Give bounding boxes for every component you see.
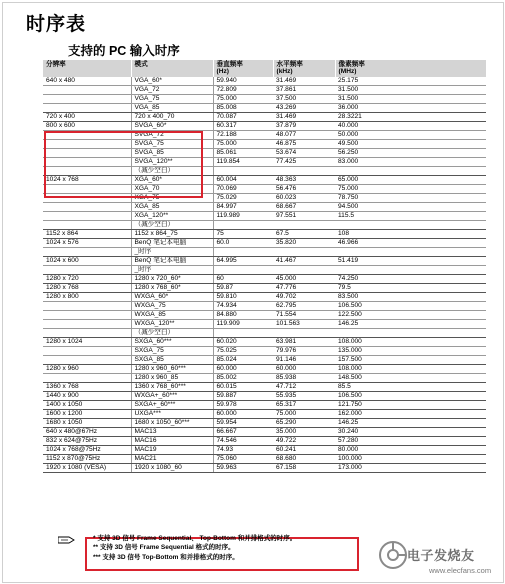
cell-pixel-frequency: 75.000 bbox=[335, 185, 486, 194]
cell-pixel-frequency: 78.750 bbox=[335, 194, 486, 203]
cell-horizontal-frequency: 48.363 bbox=[273, 176, 335, 185]
cell-vertical-frequency: 74.934 bbox=[213, 302, 273, 311]
cell-horizontal-frequency: 53.674 bbox=[273, 149, 335, 158]
header-vertical-frequency: 垂直频率 (Hz) bbox=[213, 60, 273, 77]
cell-pixel-frequency bbox=[335, 266, 486, 275]
cell-mode: MAC16 bbox=[131, 437, 213, 446]
cell-resolution: 1024 x 600 bbox=[43, 257, 131, 266]
cell-vertical-frequency bbox=[213, 248, 273, 257]
cell-vertical-frequency: 85.061 bbox=[213, 149, 273, 158]
cell-pixel-frequency: 106.500 bbox=[335, 392, 486, 401]
cell-mode: _时序 bbox=[131, 248, 213, 257]
cell-resolution: 1280 x 720 bbox=[43, 275, 131, 284]
cell-horizontal-frequency: 31.469 bbox=[273, 113, 335, 122]
table-header-row bbox=[43, 60, 486, 77]
cell-mode: XGA_120** bbox=[131, 212, 213, 221]
cell-mode: MAC13 bbox=[131, 428, 213, 437]
cell-vertical-frequency: 59.810 bbox=[213, 293, 273, 302]
cell-mode: 1680 x 1050_60*** bbox=[131, 419, 213, 428]
table-row bbox=[43, 365, 486, 374]
cell-horizontal-frequency: 91.146 bbox=[273, 356, 335, 365]
table-row bbox=[43, 347, 486, 356]
cell-mode: XGA_75 bbox=[131, 194, 213, 203]
cell-mode: （减少空白） bbox=[131, 167, 213, 176]
cell-vertical-frequency: 75.000 bbox=[213, 140, 273, 149]
table-row bbox=[43, 320, 486, 329]
section-subtitle: 支持的 PC 输入时序 bbox=[68, 44, 180, 58]
cell-mode: VGA_75 bbox=[131, 95, 213, 104]
cell-vertical-frequency: 59.887 bbox=[213, 392, 273, 401]
table-row bbox=[43, 257, 486, 266]
table-row bbox=[43, 239, 486, 248]
table-row bbox=[43, 275, 486, 284]
cell-resolution bbox=[43, 347, 131, 356]
cell-vertical-frequency: 72.188 bbox=[213, 131, 273, 140]
cell-horizontal-frequency: 46.875 bbox=[273, 140, 335, 149]
cell-pixel-frequency: 115.5 bbox=[335, 212, 486, 221]
cell-resolution: 1280 x 1024 bbox=[43, 338, 131, 347]
cell-vertical-frequency: 85.008 bbox=[213, 104, 273, 113]
cell-pixel-frequency: 146.25 bbox=[335, 320, 486, 329]
table-row bbox=[43, 203, 486, 212]
cell-horizontal-frequency: 41.467 bbox=[273, 257, 335, 266]
cell-mode: BenQ 笔记本电脑 bbox=[131, 257, 213, 266]
cell-mode: 1280 x 720_60* bbox=[131, 275, 213, 284]
cell-pixel-frequency: 135.000 bbox=[335, 347, 486, 356]
header-mode: 模式 bbox=[131, 60, 213, 77]
table-row bbox=[43, 437, 486, 446]
cell-vertical-frequency: 70.069 bbox=[213, 185, 273, 194]
cell-horizontal-frequency: 43.269 bbox=[273, 104, 335, 113]
cell-vertical-frequency: 84.997 bbox=[213, 203, 273, 212]
cell-pixel-frequency: 83.500 bbox=[335, 293, 486, 302]
cell-resolution: 1600 x 1200 bbox=[43, 410, 131, 419]
table-row bbox=[43, 401, 486, 410]
cell-vertical-frequency: 60.015 bbox=[213, 383, 273, 392]
cell-pixel-frequency: 83.000 bbox=[335, 158, 486, 167]
cell-horizontal-frequency: 55.935 bbox=[273, 392, 335, 401]
cell-pixel-frequency bbox=[335, 329, 486, 338]
cell-vertical-frequency: 59.954 bbox=[213, 419, 273, 428]
cell-vertical-frequency: 84.880 bbox=[213, 311, 273, 320]
cell-vertical-frequency bbox=[213, 329, 273, 338]
cell-pixel-frequency: 31.500 bbox=[335, 95, 486, 104]
cell-mode: _时序 bbox=[131, 266, 213, 275]
cell-vertical-frequency: 59.87 bbox=[213, 284, 273, 293]
cell-pixel-frequency: 148.500 bbox=[335, 374, 486, 383]
table-row bbox=[43, 86, 486, 95]
table-row bbox=[43, 428, 486, 437]
cell-pixel-frequency: 173.000 bbox=[335, 464, 486, 473]
cell-pixel-frequency: 157.500 bbox=[335, 356, 486, 365]
cell-pixel-frequency bbox=[335, 248, 486, 257]
cell-resolution bbox=[43, 212, 131, 221]
cell-vertical-frequency: 74.93 bbox=[213, 446, 273, 455]
cell-pixel-frequency: 31.500 bbox=[335, 86, 486, 95]
cell-vertical-frequency: 60.000 bbox=[213, 365, 273, 374]
table-row bbox=[43, 338, 486, 347]
cell-mode: SVGA_60* bbox=[131, 122, 213, 131]
cell-horizontal-frequency: 49.702 bbox=[273, 293, 335, 302]
cell-vertical-frequency: 75 bbox=[213, 230, 273, 239]
cell-vertical-frequency: 60.020 bbox=[213, 338, 273, 347]
table-row bbox=[43, 284, 486, 293]
cell-vertical-frequency: 75.029 bbox=[213, 194, 273, 203]
cell-pixel-frequency: 80.000 bbox=[335, 446, 486, 455]
cell-horizontal-frequency: 60.241 bbox=[273, 446, 335, 455]
cell-mode: 1360 x 768_60*** bbox=[131, 383, 213, 392]
cell-pixel-frequency: 65.000 bbox=[335, 176, 486, 185]
cell-mode: SVGA_75 bbox=[131, 140, 213, 149]
cell-mode: VGA_85 bbox=[131, 104, 213, 113]
cell-vertical-frequency: 59.978 bbox=[213, 401, 273, 410]
cell-horizontal-frequency: 60.000 bbox=[273, 365, 335, 374]
cell-vertical-frequency: 60 bbox=[213, 275, 273, 284]
cell-resolution: 1400 x 1050 bbox=[43, 401, 131, 410]
cell-horizontal-frequency: 35.000 bbox=[273, 428, 335, 437]
cell-pixel-frequency: 36.000 bbox=[335, 104, 486, 113]
timing-table bbox=[43, 60, 487, 473]
cell-resolution: 640 x 480 bbox=[43, 77, 131, 86]
cell-horizontal-frequency: 101.563 bbox=[273, 320, 335, 329]
cell-mode: VGA_72 bbox=[131, 86, 213, 95]
cell-pixel-frequency: 108 bbox=[335, 230, 486, 239]
cell-pixel-frequency: 162.000 bbox=[335, 410, 486, 419]
cell-mode: 1280 x 960_85 bbox=[131, 374, 213, 383]
cell-horizontal-frequency: 62.795 bbox=[273, 302, 335, 311]
cell-resolution bbox=[43, 248, 131, 257]
cell-horizontal-frequency: 67.158 bbox=[273, 464, 335, 473]
cell-pixel-frequency bbox=[335, 167, 486, 176]
cell-resolution bbox=[43, 374, 131, 383]
cell-resolution bbox=[43, 266, 131, 275]
cell-mode: VGA_60* bbox=[131, 77, 213, 86]
cell-vertical-frequency: 74.546 bbox=[213, 437, 273, 446]
cell-resolution: 1152 x 864 bbox=[43, 230, 131, 239]
cell-vertical-frequency: 119.909 bbox=[213, 320, 273, 329]
cell-horizontal-frequency: 37.500 bbox=[273, 95, 335, 104]
header-pixel-frequency: 像素频率 (MHz) bbox=[335, 60, 486, 77]
cell-mode: MAC21 bbox=[131, 455, 213, 464]
cell-pixel-frequency: 40.000 bbox=[335, 122, 486, 131]
cell-mode: XGA_85 bbox=[131, 203, 213, 212]
cell-horizontal-frequency bbox=[273, 167, 335, 176]
cell-horizontal-frequency bbox=[273, 221, 335, 230]
footnote-2: ** 支持 3D 信号 Frame Sequential 格式的时序。 bbox=[93, 544, 235, 552]
table-row bbox=[43, 302, 486, 311]
cell-horizontal-frequency: 79.976 bbox=[273, 347, 335, 356]
table-row bbox=[43, 230, 486, 239]
table-row bbox=[43, 464, 486, 473]
cell-mode: WXGA_60* bbox=[131, 293, 213, 302]
watermark-url: www.elecfans.com bbox=[429, 566, 492, 575]
cell-resolution: 640 x 480@67Hz bbox=[43, 428, 131, 437]
cell-vertical-frequency: 60.317 bbox=[213, 122, 273, 131]
cell-pixel-frequency: 49.500 bbox=[335, 140, 486, 149]
cell-pixel-frequency: 46.966 bbox=[335, 239, 486, 248]
cell-vertical-frequency: 60.000 bbox=[213, 410, 273, 419]
table-row bbox=[43, 392, 486, 401]
cell-pixel-frequency: 85.5 bbox=[335, 383, 486, 392]
cell-horizontal-frequency: 47.712 bbox=[273, 383, 335, 392]
table-row bbox=[43, 113, 486, 122]
cell-vertical-frequency: 59.940 bbox=[213, 77, 273, 86]
cell-pixel-frequency: 100.000 bbox=[335, 455, 486, 464]
cell-mode: SXGA+_60*** bbox=[131, 401, 213, 410]
cell-horizontal-frequency: 49.722 bbox=[273, 437, 335, 446]
cell-mode: SXGA_75 bbox=[131, 347, 213, 356]
cell-resolution: 800 x 600 bbox=[43, 122, 131, 131]
highlight-box-svga bbox=[44, 131, 203, 198]
cell-resolution: 1280 x 960 bbox=[43, 365, 131, 374]
cell-resolution bbox=[43, 311, 131, 320]
cell-horizontal-frequency: 60.023 bbox=[273, 194, 335, 203]
cell-mode: （减少空白） bbox=[131, 221, 213, 230]
cell-resolution bbox=[43, 356, 131, 365]
cell-pixel-frequency: 146.25 bbox=[335, 419, 486, 428]
cell-mode: SVGA_85 bbox=[131, 149, 213, 158]
table-row bbox=[43, 77, 486, 86]
cell-pixel-frequency: 50.000 bbox=[335, 131, 486, 140]
cell-pixel-frequency: 25.175 bbox=[335, 77, 486, 86]
table-row bbox=[43, 104, 486, 113]
cell-vertical-frequency bbox=[213, 167, 273, 176]
cell-mode: SXGA_60*** bbox=[131, 338, 213, 347]
table-row bbox=[43, 329, 486, 338]
cell-horizontal-frequency: 77.425 bbox=[273, 158, 335, 167]
table-row bbox=[43, 248, 486, 257]
cell-resolution: 1024 x 768@75Hz bbox=[43, 446, 131, 455]
cell-pixel-frequency: 106.500 bbox=[335, 302, 486, 311]
cell-pixel-frequency: 30.240 bbox=[335, 428, 486, 437]
cell-resolution: 720 x 400 bbox=[43, 113, 131, 122]
cell-resolution: 1024 x 768 bbox=[43, 176, 131, 185]
cell-resolution: 1680 x 1050 bbox=[43, 419, 131, 428]
cell-mode: WXGA_120** bbox=[131, 320, 213, 329]
cell-pixel-frequency: 51.419 bbox=[335, 257, 486, 266]
cell-vertical-frequency: 119.989 bbox=[213, 212, 273, 221]
cell-vertical-frequency: 75.000 bbox=[213, 95, 273, 104]
cell-horizontal-frequency: 65.317 bbox=[273, 401, 335, 410]
cell-vertical-frequency: 85.024 bbox=[213, 356, 273, 365]
cell-resolution: 1440 x 900 bbox=[43, 392, 131, 401]
cell-horizontal-frequency bbox=[273, 248, 335, 257]
cell-horizontal-frequency: 71.554 bbox=[273, 311, 335, 320]
footnote-1: * 支持 3D 信号 Frame Sequential、 Top-Bottom 和并排格式的时序。 bbox=[93, 535, 297, 542]
table-row bbox=[43, 266, 486, 275]
cell-vertical-frequency: 75.060 bbox=[213, 455, 273, 464]
table-row bbox=[43, 293, 486, 302]
cell-vertical-frequency: 75.025 bbox=[213, 347, 273, 356]
cell-mode: 1280 x 960_60*** bbox=[131, 365, 213, 374]
cell-horizontal-frequency: 47.776 bbox=[273, 284, 335, 293]
footnote-3: *** 支持 3D 信号 Top-Bottom 和并排格式的时序。 bbox=[93, 553, 239, 561]
cell-pixel-frequency: 121.750 bbox=[335, 401, 486, 410]
cell-resolution bbox=[43, 203, 131, 212]
cell-resolution: 1280 x 768 bbox=[43, 284, 131, 293]
cell-mode: WXGA_85 bbox=[131, 311, 213, 320]
cell-resolution bbox=[43, 86, 131, 95]
cell-vertical-frequency bbox=[213, 266, 273, 275]
cell-horizontal-frequency: 97.551 bbox=[273, 212, 335, 221]
cell-pixel-frequency: 79.5 bbox=[335, 284, 486, 293]
cell-mode: SVGA_72 bbox=[131, 131, 213, 140]
cell-horizontal-frequency: 65.290 bbox=[273, 419, 335, 428]
cell-resolution bbox=[43, 221, 131, 230]
cell-vertical-frequency: 60.004 bbox=[213, 176, 273, 185]
table-row bbox=[43, 383, 486, 392]
cell-vertical-frequency: 70.087 bbox=[213, 113, 273, 122]
cell-horizontal-frequency: 68.680 bbox=[273, 455, 335, 464]
table-row bbox=[43, 419, 486, 428]
cell-mode: 1152 x 864_75 bbox=[131, 230, 213, 239]
cell-pixel-frequency bbox=[335, 221, 486, 230]
table-row bbox=[43, 374, 486, 383]
cell-horizontal-frequency: 85.938 bbox=[273, 374, 335, 383]
cell-resolution: 1920 x 1080 (VESA) bbox=[43, 464, 131, 473]
cell-resolution bbox=[43, 302, 131, 311]
cell-pixel-frequency: 94.500 bbox=[335, 203, 486, 212]
cell-resolution bbox=[43, 320, 131, 329]
cell-horizontal-frequency: 63.981 bbox=[273, 338, 335, 347]
cell-mode: WXGA+_60*** bbox=[131, 392, 213, 401]
cell-pixel-frequency: 74.250 bbox=[335, 275, 486, 284]
footnotes bbox=[93, 534, 296, 562]
cell-horizontal-frequency: 45.000 bbox=[273, 275, 335, 284]
cell-horizontal-frequency bbox=[273, 329, 335, 338]
cell-mode: （减少空白） bbox=[131, 329, 213, 338]
cell-horizontal-frequency: 68.667 bbox=[273, 203, 335, 212]
table-row bbox=[43, 221, 486, 230]
cell-mode: 1280 x 768_60* bbox=[131, 284, 213, 293]
cell-resolution bbox=[43, 329, 131, 338]
cell-mode: MAC19 bbox=[131, 446, 213, 455]
cell-horizontal-frequency: 75.000 bbox=[273, 410, 335, 419]
cell-vertical-frequency: 66.667 bbox=[213, 428, 273, 437]
table-row bbox=[43, 212, 486, 221]
header-horizontal-frequency: 水平频率 (kHz) bbox=[273, 60, 335, 77]
cell-vertical-frequency bbox=[213, 221, 273, 230]
cell-horizontal-frequency bbox=[273, 266, 335, 275]
table-row bbox=[43, 122, 486, 131]
cell-pixel-frequency: 57.280 bbox=[335, 437, 486, 446]
cell-mode: 1920 x 1080_60 bbox=[131, 464, 213, 473]
cell-resolution: 1024 x 576 bbox=[43, 239, 131, 248]
cell-mode: SXGA_85 bbox=[131, 356, 213, 365]
cell-pixel-frequency: 56.250 bbox=[335, 149, 486, 158]
cell-resolution: 1360 x 768 bbox=[43, 383, 131, 392]
header-resolution: 分辨率 bbox=[43, 60, 131, 77]
cell-resolution bbox=[43, 104, 131, 113]
page-title: 时序表 bbox=[26, 14, 87, 35]
table-row bbox=[43, 455, 486, 464]
cell-resolution: 832 x 624@75Hz bbox=[43, 437, 131, 446]
cell-mode: SVGA_120** bbox=[131, 158, 213, 167]
cell-horizontal-frequency: 67.5 bbox=[273, 230, 335, 239]
cell-vertical-frequency: 72.809 bbox=[213, 86, 273, 95]
cell-mode: UXGA*** bbox=[131, 410, 213, 419]
cell-mode: BenQ 笔记本电脑 bbox=[131, 239, 213, 248]
table-row bbox=[43, 410, 486, 419]
table-row bbox=[43, 446, 486, 455]
cell-horizontal-frequency: 37.879 bbox=[273, 122, 335, 131]
cell-resolution: 1152 x 870@75Hz bbox=[43, 455, 131, 464]
cell-mode: XGA_70 bbox=[131, 185, 213, 194]
watermark-text: 电子发烧友 bbox=[407, 548, 475, 563]
cell-resolution: 1280 x 800 bbox=[43, 293, 131, 302]
cell-pixel-frequency: 108.000 bbox=[335, 338, 486, 347]
cell-horizontal-frequency: 31.469 bbox=[273, 77, 335, 86]
cell-horizontal-frequency: 35.820 bbox=[273, 239, 335, 248]
cell-resolution bbox=[43, 95, 131, 104]
cell-mode: WXGA_75 bbox=[131, 302, 213, 311]
table-row bbox=[43, 311, 486, 320]
cell-vertical-frequency: 119.854 bbox=[213, 158, 273, 167]
table-row bbox=[43, 356, 486, 365]
cell-horizontal-frequency: 37.861 bbox=[273, 86, 335, 95]
cell-vertical-frequency: 59.963 bbox=[213, 464, 273, 473]
cell-horizontal-frequency: 48.077 bbox=[273, 131, 335, 140]
cell-pixel-frequency: 28.3221 bbox=[335, 113, 486, 122]
note-pointer-icon bbox=[58, 536, 75, 544]
cell-horizontal-frequency: 56.476 bbox=[273, 185, 335, 194]
cell-vertical-frequency: 60.0 bbox=[213, 239, 273, 248]
cell-pixel-frequency: 108.000 bbox=[335, 365, 486, 374]
table-row bbox=[43, 95, 486, 104]
cell-mode: 720 x 400_70 bbox=[131, 113, 213, 122]
cell-pixel-frequency: 122.500 bbox=[335, 311, 486, 320]
cell-vertical-frequency: 85.002 bbox=[213, 374, 273, 383]
cell-vertical-frequency: 64.995 bbox=[213, 257, 273, 266]
cell-mode: XGA_60* bbox=[131, 176, 213, 185]
